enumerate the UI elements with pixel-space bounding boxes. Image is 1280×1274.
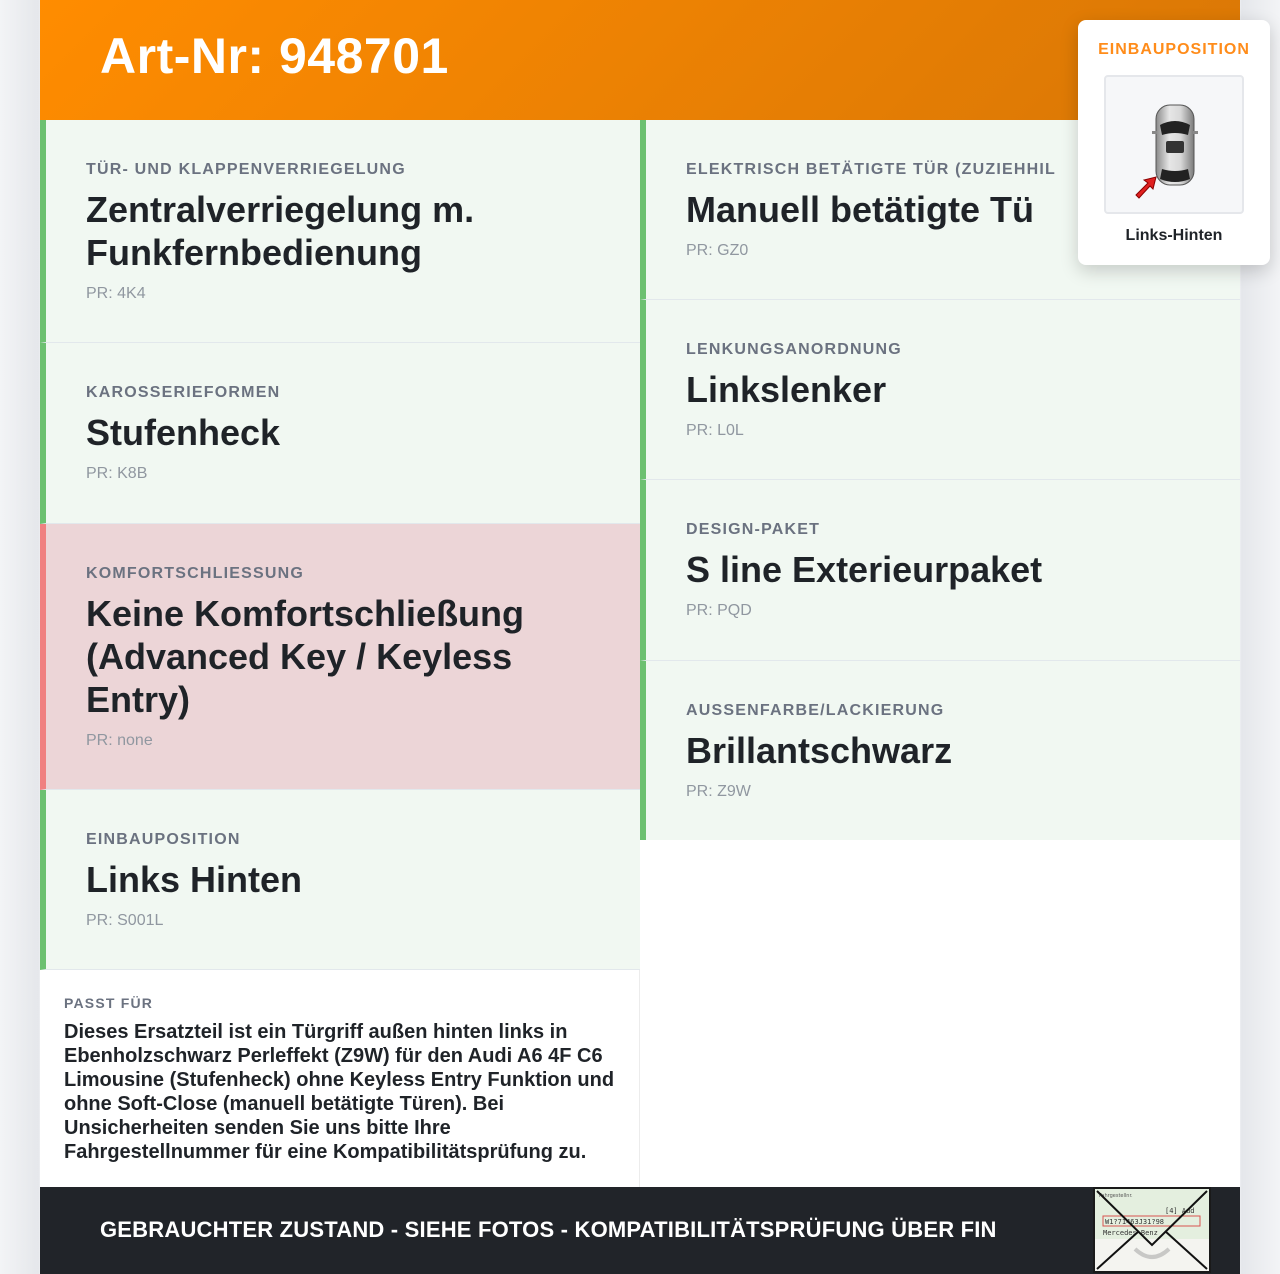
feature-value: Linkslenker [686, 369, 887, 410]
car-top-view-icon [1104, 75, 1244, 214]
header-banner [40, 0, 1240, 120]
svg-text:Mercedes-Benz: Mercedes-Benz [1103, 1229, 1158, 1237]
feature-card-comfort-closing [40, 524, 640, 790]
feature-label: TÜR- UND KLAPPENVERRIEGELUNG [86, 161, 406, 178]
feature-value: Links Hinten [86, 859, 303, 900]
fits-section [40, 970, 640, 1187]
popup-title: EINBAUPOSITION [1098, 41, 1250, 58]
svg-text:[4] Aud: [4] Aud [1165, 1207, 1195, 1215]
feature-card-design-package [640, 480, 1240, 661]
fin-envelope-icon [1093, 1187, 1211, 1273]
feature-value: Brillantschwarz [686, 730, 953, 771]
feature-label: ELEKTRISCH BETÄTIGTE TÜR (ZUZIEHHIL [686, 161, 1056, 178]
feature-card-install-position [40, 790, 640, 970]
feature-value: Manuell betätigte Tü [686, 189, 1035, 230]
feature-pr-code: PR: Z9W [686, 783, 751, 800]
feature-pr-code: PR: PQD [686, 602, 752, 619]
feature-label: KOMFORTSCHLIESSUNG [86, 565, 305, 582]
fits-description: Dieses Ersatzteil ist ein Türgriff außen hinten links in Ebenholzschwarz Perleffekt (Z9W) für den Audi A6 4F C6 Limousine (Stufenheck) ohne Keyless Entry Funktion und ohne Soft-Close (manuell betätigte Türen). Bei Unsicherheiten senden Sie uns bitte Ihre Fahrgestellnummer für eine Kompatibilitätsprüfung zu. [64, 1021, 615, 1163]
product-sheet [40, 0, 1250, 1274]
popup-caption: Links-Hinten [1125, 227, 1223, 244]
article-number-title: Art-Nr: 948701 [100, 28, 449, 84]
footer-banner [40, 1187, 1240, 1274]
svg-text:W1?71463J31?98: W1?71463J31?98 [1105, 1218, 1165, 1226]
feature-pr-code: PR: GZ0 [686, 242, 749, 259]
feature-value: Keine Komfortschließung (Advanced Key / Keyless Entry) [86, 593, 525, 720]
feature-pr-code: PR: K8B [86, 465, 148, 482]
install-position-popup [1078, 20, 1270, 265]
feature-value: Stufenheck [86, 412, 281, 453]
feature-card-steering [640, 300, 1240, 480]
feature-value: S line Exterieurpaket [686, 549, 1043, 590]
feature-pr-code: PR: 4K4 [86, 285, 146, 302]
feature-label: EINBAUPOSITION [86, 831, 241, 848]
feature-pr-code: PR: S001L [86, 912, 164, 929]
feature-label: LENKUNGSANORDNUNG [686, 341, 902, 358]
feature-value: Zentralverriegelung m. Funkfernbedienung [86, 189, 475, 273]
feature-card-exterior-color [640, 661, 1240, 840]
feature-pr-code: PR: L0L [686, 422, 744, 439]
feature-card-door-locking [40, 120, 640, 343]
svg-text:Fahrgestellnr.: Fahrgestellnr. [1099, 1193, 1133, 1199]
feature-label: KAROSSERIEFORMEN [86, 384, 281, 401]
footer-condition-text: GEBRAUCHTER ZUSTAND - SIEHE FOTOS - KOMPATIBILITÄTSPRÜFUNG ÜBER FIN [100, 1217, 997, 1242]
feature-pr-code: PR: none [86, 732, 153, 749]
feature-card-body-style [40, 343, 640, 524]
left-feature-column [40, 120, 640, 970]
feature-label: AUSSENFARBE/LACKIERUNG [686, 702, 945, 719]
fits-label: PASST FÜR [64, 995, 154, 1011]
feature-label: DESIGN-PAKET [686, 521, 821, 538]
